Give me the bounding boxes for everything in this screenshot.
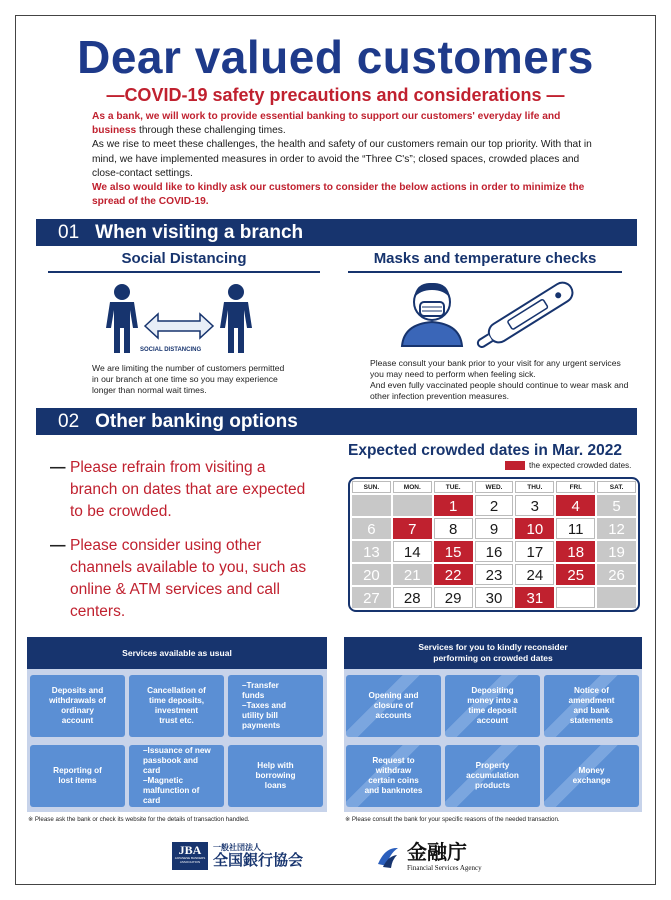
calendar-day-crowded: 22 — [434, 564, 473, 585]
calendar-day: 2 — [475, 495, 514, 516]
calendar-weekday: SUN. — [352, 481, 391, 493]
service-reconsider-tile-4-label: Request to withdraw certain coins and banknotes — [364, 756, 423, 795]
calendar-day-crowded: 10 — [515, 518, 554, 539]
jba-mark — [172, 842, 208, 870]
bullet-1 — [50, 457, 310, 523]
calendar-day-crowded: 7 — [393, 518, 432, 539]
masks-heading: Masks and temperature checks — [348, 250, 622, 273]
section-02-title: Other banking options — [95, 411, 298, 432]
calendar-day: 9 — [475, 518, 514, 539]
calendar-day: 19 — [597, 541, 636, 562]
calendar-day-crowded: 4 — [556, 495, 595, 516]
calendar-day: 5 — [597, 495, 636, 516]
calendar-weekday: FRI. — [556, 481, 595, 493]
section-01-bar — [36, 219, 637, 246]
calendar-weekdays — [352, 481, 636, 493]
calendar-day: 14 — [393, 541, 432, 562]
service-usual-tile-5 — [129, 745, 224, 807]
calendar-day: 6 — [352, 518, 391, 539]
calendar-weekday: SAT. — [597, 481, 636, 493]
legend-text: the expected crowded dates. — [529, 461, 632, 470]
masks-text-2: And even fully vaccinated people should continue to wear mask and other infection prevention measures. — [370, 380, 629, 401]
calendar-day: 3 — [515, 495, 554, 516]
person-right-icon — [220, 284, 252, 353]
fsa-en-text: Financial Services Agency — [407, 864, 482, 872]
service-usual-tile-5-label: –Issuance of new passbook and card –Magnetic malfunction of card — [143, 746, 211, 805]
calendar-day-crowded: 18 — [556, 541, 595, 562]
social-distancing-heading: Social Distancing — [48, 250, 320, 273]
section-01-title: When visiting a branch — [95, 222, 304, 243]
service-reconsider-tile-1-label: Opening and closure of accounts — [368, 691, 419, 720]
service-usual-tile-1 — [30, 675, 125, 737]
social-distancing-text: We are limiting the number of customers permitted in our branch at one time so you may experience longer than normal wait times. — [92, 363, 285, 395]
services-usual-footnote: ※ Please ask the bank or check its website for the details of transaction handled. — [28, 816, 250, 823]
bullet-2 — [50, 535, 310, 623]
calendar-day — [352, 495, 391, 516]
service-usual-tile-3-label: –Transfer funds –Taxes and utility bill payments — [242, 681, 286, 730]
calendar — [348, 477, 640, 612]
section-02-bar — [36, 408, 637, 435]
calendar-weekday: WED. — [475, 481, 514, 493]
fsa-emblem-icon — [375, 844, 401, 870]
service-usual-tile-6-label: Help with borrowing loans — [255, 761, 296, 790]
jba-mark-subtext: JAPANESE BANKERS ASSOCIATION — [174, 856, 206, 864]
service-usual-tile-1-label: Deposits and withdrawals of ordinary account — [49, 686, 106, 725]
calendar-day: 30 — [475, 587, 514, 608]
service-reconsider-tile-2-label: Depositing money into a time deposit account — [467, 686, 518, 725]
calendar-weekday: THU. — [515, 481, 554, 493]
calendar-day: 28 — [393, 587, 432, 608]
double-arrow-icon — [145, 314, 213, 338]
jba-mark-text: JBA — [178, 843, 202, 857]
calendar-day: 16 — [475, 541, 514, 562]
calendar-day: 8 — [434, 518, 473, 539]
service-usual-tile-2-label: Cancellation of time deposits, investment trust etc. — [147, 686, 206, 725]
social-distancing-label: SOCIAL DISTANCING — [140, 347, 202, 353]
intro-black-2: As we rise to meet these challenges, the health and safety of our customers remain our top priority. With that in mind, we have implemented measures in order to avoid the “Three C's”; closed spaces, crowded places and close-contact settings. — [92, 139, 592, 179]
jba-name-block — [213, 843, 303, 869]
service-reconsider-tile-2 — [445, 675, 540, 737]
intro-red-1: As a bank, we will work to provide essential banking to support our customers' everyday life and business — [92, 111, 561, 137]
service-reconsider-tile-3 — [544, 675, 639, 737]
jba-top-text: 一般社団法人 — [213, 843, 261, 852]
calendar-day: 13 — [352, 541, 391, 562]
calendar-day: 20 — [352, 564, 391, 585]
calendar-day — [393, 495, 432, 516]
masked-person-icon — [402, 283, 462, 346]
calendar-title: Expected crowded dates in Mar. 2022 — [348, 442, 622, 459]
services-reconsider-header: Services for you to kindly reconsider performing on crowded dates — [344, 637, 642, 669]
calendar-weekday: MON. — [393, 481, 432, 493]
jba-name-text: 全国銀行協会 — [213, 852, 304, 869]
fsa-name-text: 金融庁 — [407, 842, 467, 864]
services-usual-header: Services available as usual — [27, 637, 327, 669]
service-reconsider-tile-3-label: Notice of amendment and bank statements — [568, 686, 615, 725]
intro-text — [92, 110, 592, 209]
service-usual-tile-4-label: Reporting of lost items — [53, 766, 102, 785]
service-reconsider-tile-4 — [346, 745, 441, 807]
service-usual-tile-2 — [129, 675, 224, 737]
service-usual-tile-4 — [30, 745, 125, 807]
legend-swatch — [505, 461, 525, 470]
calendar-day-crowded: 25 — [556, 564, 595, 585]
section-02-number: 02 — [58, 411, 80, 432]
masks-text-1: Please consult your bank prior to your visit for any urgent services you may need to perform when feeling sick. — [370, 358, 621, 379]
calendar-day — [556, 587, 595, 608]
service-reconsider-tile-1 — [346, 675, 441, 737]
service-reconsider-tile-5-label: Property accumulation products — [466, 761, 519, 790]
calendar-day: 23 — [475, 564, 514, 585]
calendar-day: 29 — [434, 587, 473, 608]
calendar-day: 24 — [515, 564, 554, 585]
calendar-day — [597, 587, 636, 608]
person-left-icon — [106, 284, 138, 353]
intro-red-2: We also would like to kindly ask our customers to consider the below actions in order to minimize the spread of the COVID-19. — [92, 182, 585, 208]
bullet-1-text: Please refrain from visiting a branch on dates that are expected to be crowded. — [70, 459, 306, 520]
calendar-day: 11 — [556, 518, 595, 539]
service-reconsider-tile-6 — [544, 745, 639, 807]
section-01-number: 01 — [58, 222, 80, 243]
calendar-day: 17 — [515, 541, 554, 562]
bullet-2-dash: — — [50, 537, 66, 554]
thermometer-icon — [473, 279, 576, 348]
calendar-day-crowded: 1 — [434, 495, 473, 516]
page-subtitle: —COVID-19 safety precautions and considerations — — [106, 85, 565, 105]
fsa-name-block — [407, 842, 482, 872]
jba-logo — [172, 842, 303, 870]
calendar-day-crowded: 15 — [434, 541, 473, 562]
service-reconsider-tile-6-label: Money exchange — [572, 766, 611, 785]
calendar-day: 12 — [597, 518, 636, 539]
calendar-day: 26 — [597, 564, 636, 585]
fsa-logo — [375, 842, 482, 872]
calendar-day-crowded: 31 — [515, 587, 554, 608]
service-usual-tile-6 — [228, 745, 323, 807]
bullet-1-dash: — — [50, 459, 66, 476]
calendar-day: 27 — [352, 587, 391, 608]
service-usual-tile-3 — [228, 675, 323, 737]
calendar-legend — [505, 461, 631, 470]
page-title: Dear valued customers — [77, 31, 594, 83]
services-usual-panel — [27, 669, 327, 812]
services-reconsider-footnote: ※ Please consult the bank for your specific reasons of the needed transaction. — [345, 816, 560, 823]
calendar-day: 21 — [393, 564, 432, 585]
services-reconsider-panel — [344, 669, 642, 812]
service-reconsider-tile-5 — [445, 745, 540, 807]
intro-black-1: through these challenging times. — [136, 125, 286, 137]
bullet-2-text: Please consider using other channels available to you, such as online & ATM services and call centers. — [70, 537, 307, 620]
calendar-weekday: TUE. — [434, 481, 473, 493]
calendar-grid — [352, 495, 636, 608]
mask-thermometer-illustration — [398, 278, 583, 348]
